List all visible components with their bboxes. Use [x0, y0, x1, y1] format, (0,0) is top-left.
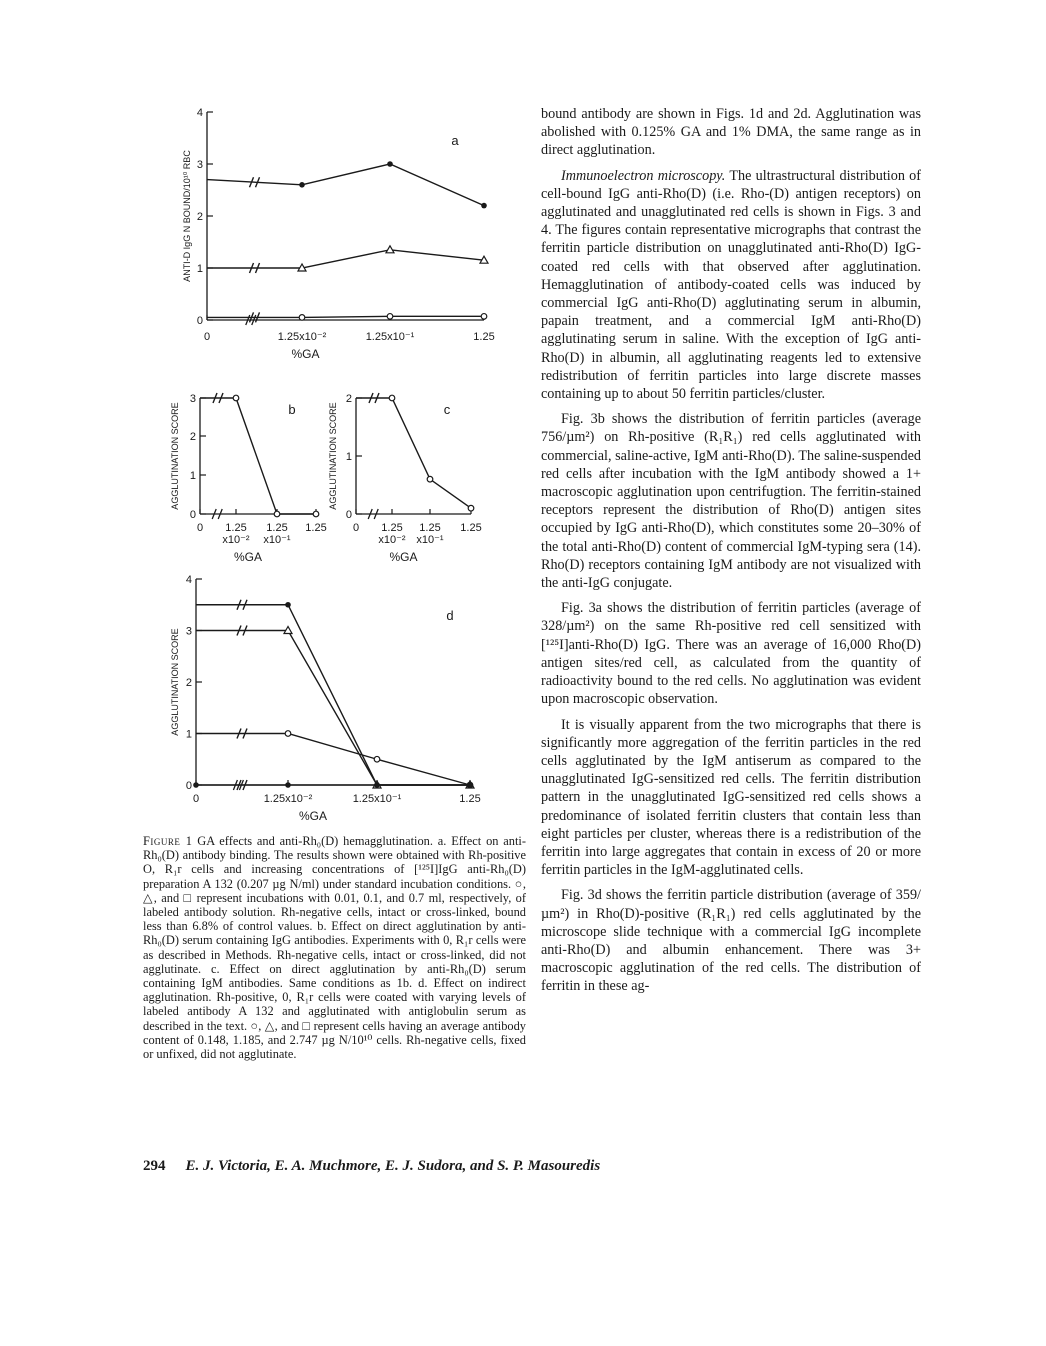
data-point-open-circle [313, 511, 319, 517]
data-point-open-circle [285, 731, 291, 737]
x-axis-label: %GA [389, 550, 418, 564]
data-point-filled-circle [481, 203, 487, 209]
paragraph: bound antibody are shown in Figs. 1d and 2d. Agglutination was abolished with 0.125% GA and 1% DMA, the same range as in direct agglutination. [541, 106, 921, 159]
x-tick-label: x10⁻¹ [263, 534, 291, 546]
y-tick-label: 2 [185, 677, 192, 689]
x-tick-label: 1.25 [460, 522, 482, 534]
caption-lead: Figure 1 [143, 834, 193, 848]
data-point-filled-circle [467, 782, 473, 788]
x-tick-label: 1.25x10⁻² [277, 331, 327, 343]
page-number: 294 [143, 1158, 166, 1174]
paragraph [541, 167, 921, 404]
x-tick-label: 1.25 [381, 522, 403, 534]
data-point-filled-circle [374, 782, 380, 788]
x-axis-label: %GA [291, 347, 320, 361]
x-tick-label: x10⁻² [378, 534, 406, 546]
y-tick-label: 1 [189, 470, 196, 482]
y-tick-label: 4 [196, 107, 203, 119]
y-tick-label: 0 [345, 509, 352, 521]
x-tick-label: 1.25 [459, 793, 481, 805]
data-point-filled-circle [285, 782, 291, 788]
y-tick-label: 0 [189, 509, 196, 521]
x-tick-label: 1.25x10⁻² [263, 793, 313, 805]
x-tick-label: 1.25x10⁻¹ [365, 331, 415, 343]
data-point-open-circle [299, 315, 305, 321]
data-point-open-circle [481, 314, 487, 320]
x-tick-label: 1.25 [266, 522, 288, 534]
data-point-open-circle [233, 395, 239, 401]
running-authors: E. J. Victoria, E. A. Muchmore, E. J. Sudora, and S. P. Masouredis [185, 1158, 601, 1174]
paragraph: Fig. 3a shows the distribution of ferritin particles (average of 328/µm²) on the same Rh-positive red cell sensitized with [¹²⁵I]anti-Rho(D) IgG. There was an average of 16,000 Rho(D) antigen sites/red cell, as calculated from the quantity of radioactivity bound to the red cells. No agglutination was evident upon macroscopic observation. [541, 600, 921, 708]
data-point-open-circle [387, 314, 393, 320]
x-tick-label: 1.25 [419, 522, 441, 534]
x-tick-label: 1.25 [473, 331, 495, 343]
x-tick-label: x10⁻² [222, 534, 250, 546]
x-tick-label: 0 [352, 522, 360, 534]
panel-letter: c [443, 402, 451, 417]
series-line [207, 164, 484, 206]
data-point-open-circle [389, 395, 395, 401]
data-point-open-circle [374, 756, 380, 762]
y-tick-label: 1 [196, 263, 203, 275]
series-line [196, 734, 470, 786]
data-point-filled-circle [193, 782, 199, 788]
x-axis-label: %GA [233, 550, 263, 564]
y-tick-label: 1 [185, 728, 192, 741]
paragraph: It is visually apparent from the two micrographs that there is significantly more aggregation of the ferritin particles in the red cells agglutinated by the IgM antiserum as compared to the unagglutinated IgG-sensitized red cells. The ferritin distribution pattern in the unagglutinated IgG-sensitized red cells shows a predominance of isolated ferritin clusters that contain less than eight particles per cluster, whereas there is a redistribution of the ferritin into large aggregates that contain in excess of 20 or more ferritin particles in the IgM-agglutinated cells. [541, 716, 921, 879]
series-line [196, 631, 470, 786]
panel-letter: b [288, 402, 296, 417]
y-tick-label: 0 [196, 315, 203, 327]
data-point-filled-circle [285, 602, 291, 608]
figure-1 [0, 0, 540, 830]
series-line [356, 398, 471, 508]
y-tick-label: 4 [185, 574, 192, 586]
panel-letter: d [446, 608, 454, 623]
y-axis-label: AGGLUTINATION SCORE [328, 402, 338, 510]
y-tick-label: 2 [196, 211, 203, 223]
paragraph-text: The ultrastructural distribution of cell-bound IgG anti-Rho(D) (i.e. Rho-(D) antigen receptors) on agglutinated and unagglutinated red cells is shown in Figs. 3 and 4. The figures contain representative micrographs that contrast the ferritin particle distribution on unagglutinated anti-Rho(D) IgG-coated red cells with that observed after agglutination. Hemagglutination of antibody-coated cells was induced by commercial IgG anti-Rho(D) agglutinating serum in albumin, papain treatment, and a commercial IgM anti-Rho(D) agglutinating serum in saline. With the exception of IgG anti-Rho(D) in albumin, all agglutinating reagents led to extensive redistribution of ferritin particles into large discrete masses containing up to about 50 ferritin particles/cluster. [541, 167, 922, 403]
x-tick-label: 1.25x10⁻¹ [352, 793, 402, 805]
x-axis-label: %GA [298, 809, 328, 823]
data-point-open-circle [468, 505, 474, 511]
y-tick-label: 3 [196, 159, 203, 171]
chart-panel-b [170, 393, 327, 564]
panel-letter: a [451, 133, 459, 148]
y-tick-label: 3 [189, 393, 196, 405]
figure-caption [143, 834, 526, 1061]
x-tick-label: 0 [196, 522, 204, 534]
data-point-triangle [386, 246, 394, 253]
x-tick-label: 0 [192, 793, 200, 805]
y-axis-label: ANTI-D IgG N BOUND/10¹⁰ RBC [182, 150, 192, 282]
data-point-filled-circle [299, 182, 305, 188]
x-tick-label: 0 [203, 331, 211, 343]
body-text-column [541, 105, 921, 996]
series-line [196, 605, 470, 785]
chart-panel-d [170, 574, 481, 823]
series-line [200, 398, 316, 514]
page-footer [143, 1158, 943, 1175]
x-tick-label: 1.25 [225, 522, 247, 534]
data-point-open-circle [427, 476, 433, 482]
series-line [207, 250, 484, 268]
y-axis-label: AGGLUTINATION SCORE [170, 628, 180, 736]
paragraph: Fig. 3b shows the distribution of ferritin particles (average 756/µm²) on Rh-positive (R₁R₁) red cells agglutinated with commercial, saline-active, IgM anti-Rho(D). The saline-suspended red cells after incubation with the IgM antibody showed a 1+ macroscopic agglutination upon centrifugtion. The ferritin-stained receptors represent the distribution of Rho(D) antigen sites occupied by IgG anti-Rho(D), which constitutes some 20–30% of the total anti-Rho(D) content of commercial IgM-typing sera (14). Rho(D) receptors containing IgM antibody are not visualized with the anti-IgG conjugate. [541, 411, 921, 592]
chart-panel-a [182, 107, 495, 361]
section-runin-heading: Immunoelectron microscopy. [561, 167, 726, 184]
x-tick-label: 1.25 [305, 522, 327, 534]
caption-text: GA effects and anti-Rh₀(D) hemagglutination. a. Effect on anti-Rh₀(D) antibody binding. The results shown were obtained with Rh-positive O, R₁r cells and increasing concentrations of [¹²⁵I]IgG anti-Rh₀(D) preparation A 132 (0.207 µg N/ml) under standard incubation conditions. ○, △, and □ represent incubations with 0.01, 0.1, and 0.7 ml, respectively, of labeled antibody solution. Rh-negative cells, intact or cross-linked, bound less than 6.8% of control values. b. Effect on direct agglutination by anti-Rh₀(D) serum containing IgG antibodies. Experiments with 0, R₁r cells were as described in Methods. Rh-negative cells, intact or cross-linked, did not agglutinate. c. Effect on direct agglutination by anti-Rh₀(D) serum containing IgM antibodies. Same conditions as 1b. d. Effect on indirect agglutination. Rh-positive, 0, R₁r cells were coated with varying levels of labeled antibody A 132 and agglutinated with antiglobulin serum as described in the text. ○, △, and □ represent cells having an average antibody content of 0.148, 1.185, and 2.747 µg N/10¹⁰ cells. Rh-negative cells, fixed or unfixed, did not agglutinate. [143, 834, 526, 1062]
data-point-filled-circle [387, 161, 393, 167]
paragraph: Fig. 3d shows the ferritin particle distribution (average of 359/µm²) in Rho(D)-positive (R₁R₁) red cells agglutinated by the microscope slide technique with a commercial IgG incomplete anti-Rho(D) and albumin enhancement. There was 3+ macroscopic agglutination of the red cells. The distribution of ferritin in these ag- [541, 887, 921, 995]
y-axis-label: AGGLUTINATION SCORE [170, 402, 180, 510]
y-tick-label: 1 [345, 451, 352, 463]
y-tick-label: 3 [185, 625, 192, 638]
y-tick-label: 2 [189, 431, 196, 443]
x-tick-label: x10⁻¹ [416, 534, 444, 546]
data-point-open-circle [274, 511, 280, 517]
y-tick-label: 0 [185, 780, 192, 792]
y-tick-label: 2 [345, 393, 352, 405]
chart-panel-c [328, 393, 482, 564]
